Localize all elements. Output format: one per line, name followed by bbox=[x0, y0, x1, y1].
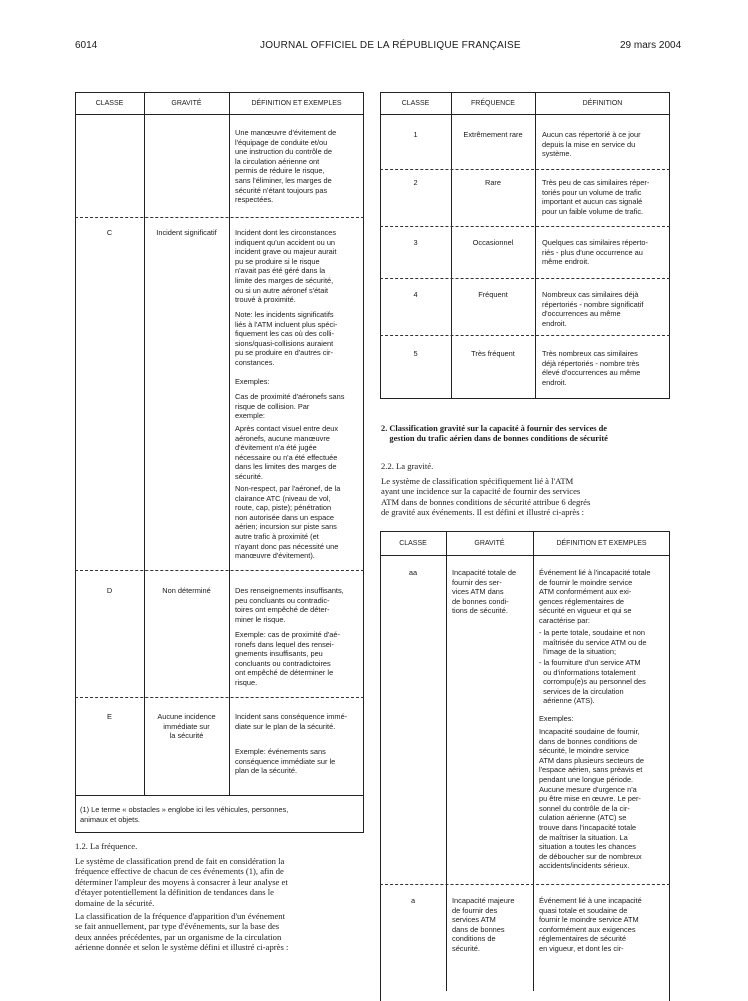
section-heading-frequence: 1.2. La fréquence. bbox=[75, 841, 138, 851]
freq-def-2: Très peu de cas similaires réper- toriés pour un volume de trafic important et aucun cas signalé pour un faible volume de trafic. bbox=[542, 178, 650, 216]
examples-label-aa: Exemples: bbox=[539, 714, 574, 723]
definition-a: Événement lié à une incapacité quasi totale et soudaine de fournir le moindre service ATM conformément aux exigences réglementaires de sécurité en vigueur, et dont les cir- bbox=[539, 896, 642, 953]
definition-d: Des renseignements insuffisants, peu concluants ou contradic- toires ont empêché de déter- miner le risque. bbox=[235, 586, 344, 624]
col-header-gravite: GRAVITÉ bbox=[474, 540, 505, 547]
col-header-classe: CLASSE bbox=[401, 100, 430, 107]
continued-definition: Une manœuvre d'évitement de l'équipage de conduite et/ou une instruction du contrôle de la circulation aérienne ont permis de réduire le risque, sans l'éliminer, les marges de sécurité n'étant toujours pas respectées. bbox=[235, 128, 337, 205]
col-header-definition: DÉFINITION ET EXEMPLES bbox=[556, 540, 647, 547]
paragraph-frequence-1: Le système de classification prend de fait en considération la fréquence effective de chacun de ces événements (1), afin de déterminer l'ampleur des moyens à consacrer à leur analyse et d'étayer potentiellement la définition de tendances dans le domaine de la sécurité. bbox=[75, 856, 288, 908]
class-a: a bbox=[410, 896, 416, 905]
issue-date: 29 mars 2004 bbox=[620, 40, 682, 51]
gravity-a: Incapacité majeure de fournir des services ATM dans de bonnes conditions de sécurité. bbox=[452, 896, 515, 953]
freq-label-3: Occasionnel bbox=[472, 238, 514, 247]
class-d: D bbox=[106, 586, 113, 595]
freq-label-2: Rare bbox=[484, 178, 502, 187]
example-aa: Incapacité soudaine de fournir, dans de bonnes conditions de sécurité, le moindre service ATM dans plusieurs secteurs de l'espace aérien, sans préavis et pendant une longue période. Aucune mesure d'urgence n'a pu être mise en œuvre. Le per- sonnel du contrôle de la cir- culation aérienne (ATC) se trouve dans l'incapacité totale de maîtriser la situation. La situation a toutes les chances de déboucher sur de nombreux accidents/incidents sérieux. bbox=[539, 727, 645, 871]
class-c: C bbox=[106, 228, 113, 237]
gravity-aa: Incapacité totale de fournir des ser- vices ATM dans de bonnes condi- tions de sécurité. bbox=[452, 568, 517, 616]
section-2-paragraph: Le système de classification spécifiquement lié à l'ATM ayant une incidence sur la capacité de fournir des services ATM dans de bonnes conditions de sécurité attribue 6 degrés de gravité aux événements. Il est défini et illustré ci-après : bbox=[381, 476, 591, 518]
examples-label-c: Exemples: bbox=[235, 377, 270, 386]
freq-class-4: 4 bbox=[413, 290, 418, 299]
page-number: 6014 bbox=[75, 40, 98, 51]
definition-aa-bullet-2: - la fourniture d'un service ATM ou d'informations totalement corrompu(e)s au personnel des services de la circulation aérienne (ATS). bbox=[539, 658, 646, 706]
definition-aa: Événement lié à l'incapacité totale de fournir le moindre service ATM conformément aux exi- gences réglementaires de sécurité en vigueur et qui se caractérise par: bbox=[539, 568, 651, 625]
col-header-gravite: GRAVITÉ bbox=[171, 100, 202, 107]
freq-def-4: Nombreux cas similaires déjà répertoriés - nombre significatif d'occurrences au même endroit. bbox=[542, 290, 644, 328]
paragraph-frequence-2: La classification de la fréquence d'apparition d'un événement se fait annuellement, par type d'événements, sur la base des deux années précédentes, par un organisme de la circulation aérienne donnée et selon le système défini et illustré ci-après : bbox=[75, 911, 289, 953]
freq-label-1: Extrêmement rare bbox=[463, 130, 523, 139]
freq-class-5: 5 bbox=[413, 349, 418, 358]
definition-e: Incident sans conséquence immé- diate sur le plan de la sécurité. bbox=[235, 712, 348, 731]
footnote: (1) Le terme « obstacles » englobe ici les véhicules, personnes, animaux et objets. bbox=[80, 805, 289, 824]
example-c-2: Après contact visuel entre deux aéronefs, aucune manœuvre d'évitement n'a été jugée nécessaire ou n'a été effectuée dans les limites des marges de sécurité. bbox=[235, 424, 339, 481]
freq-label-5: Très fréquent bbox=[471, 349, 515, 358]
col-header-definition: DÉFINITION bbox=[582, 100, 623, 107]
definition-aa-bullet-1: - la perte totale, soudaine et non maîtrisée du service ATM ou de l'image de la situation; bbox=[539, 628, 647, 657]
gravity-e: Aucune incidence immédiate sur la sécurité bbox=[157, 712, 216, 741]
class-e: E bbox=[107, 712, 112, 721]
freq-class-1: 1 bbox=[413, 130, 418, 139]
class-aa: aa bbox=[408, 568, 418, 577]
freq-def-3: Quelques cas similaires réperto- riés - plus d'une occurrence au même endroit. bbox=[542, 238, 648, 267]
example-c-1: Cas de proximité d'aéronefs sans risque de collision. Par exemple: bbox=[235, 392, 345, 421]
example-d: Exemple: cas de proximité d'aé- ronefs dans lequel des rensei- gnements insuffisants, peu concluants ou contradictoires ont empêché de déterminer le risque. bbox=[235, 630, 340, 687]
freq-class-2: 2 bbox=[413, 178, 418, 187]
example-e: Exemple: événements sans conséquence immédiate sur le plan de la sécurité. bbox=[235, 747, 336, 776]
freq-label-4: Fréquent bbox=[478, 290, 508, 299]
gravity-c: Incident significatif bbox=[156, 228, 217, 237]
journal-title: JOURNAL OFFICIEL DE LA RÉPUBLIQUE FRANÇAISE bbox=[260, 40, 521, 51]
col-header-frequence: FRÉQUENCE bbox=[471, 100, 515, 107]
note-c: Note: les incidents significatifs liés à l'ATM incluent plus spéci- fiquement les cas où des colli- sions/quasi-collisions auraient pu se produire en d'autres cir- constances. bbox=[235, 310, 338, 367]
section-2-2-heading: 2.2. La gravité. bbox=[381, 461, 434, 471]
definition-c: Incident dont les circonstances indiquent qu'un accident ou un incident grave ou majeur aurait pu se produire si le risque n'avait pas été géré dans la limite des marges de sécurité, ou si un autre aéronef s'était trouvé à proximité. bbox=[235, 228, 337, 305]
col-header-classe: CLASSE bbox=[95, 100, 124, 107]
freq-def-5: Très nombreux cas similaires déjà répertoriés - nombre très élevé d'occurrences au même endroit. bbox=[542, 349, 641, 387]
col-header-classe: CLASSE bbox=[399, 540, 427, 547]
section-2-heading: 2. Classification gravité sur la capacité à fournir des services de gestion du trafic aérien dans de bonnes conditions de sécurité bbox=[381, 424, 608, 444]
freq-def-1: Aucun cas répertorié à ce jour depuis la mise en service du système. bbox=[542, 130, 641, 159]
col-header-definition: DÉFINITION ET EXEMPLES bbox=[251, 100, 342, 107]
freq-class-3: 3 bbox=[413, 238, 418, 247]
example-c-3: Non-respect, par l'aéronef, de la clairance ATC (niveau de vol, route, cap, piste); pénétration non autorisée dans un espace aérien; incursion sur piste sans autre trafic à proximité (et n'ayant donc pas nécessité une manœuvre d'évitement). bbox=[235, 484, 341, 561]
gravity-d: Non déterminé bbox=[162, 586, 211, 595]
